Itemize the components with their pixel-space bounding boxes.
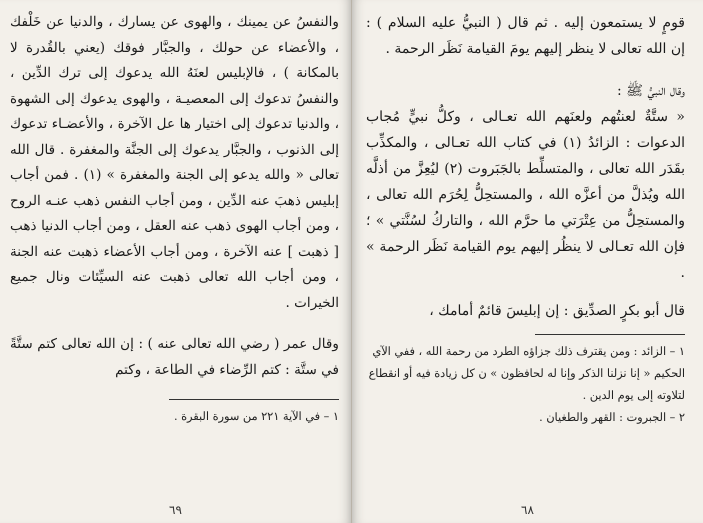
right-paragraph-2: وقال النبيُّ ﷺ :	[617, 83, 685, 99]
footnote-divider	[169, 399, 339, 400]
left-paragraph-2: وقال عمر ( رضي الله تعالى عنه ) : إن الله تعالى كتم ستَّةً في ستَّة : كتم الرِّضاء في الطاعة ، وكتم	[10, 336, 339, 378]
left-footnotes	[10, 406, 339, 428]
right-footnote-1: ١ – الزائد : ومن يقترف ذلك جزاؤه الطرد من رحمة الله ، ففي الآي الحكيم « إنا نزلنا الذكر وإنا له لحافظون » ن كل زيادة فيه أو انقطاع لتلاوته إلى يوم الدين .	[368, 345, 685, 402]
right-page-number: ٦٨	[521, 503, 534, 517]
paragraph-spacer	[366, 286, 685, 298]
left-page-body	[10, 10, 339, 383]
right-paragraph-4: قال أبو بكرٍ الصدِّيق : إن إبليسَ قائمٌ أمامك ،	[429, 303, 685, 319]
left-footnote-1: ١ – في الآية ٢٢١ من سورة البقرة .	[173, 410, 339, 423]
right-paragraph-3: « ستَّةٌ لعنتُهم ولعنَهم الله تعـالى ، وكلُّ نبيٍّ مُجاب الدعوات : الزائدُ (١) في كتاب الله تعـالى ، والمكذِّب بقَدَر الله تعالى ، والمتسلِّط بالجَبَروت (٢) ليُعِزَّ من أذلَّه الله ويُذلَّ من أعزَّه الله ، والمستحِلُّ لِحُرَم الله تعالى ، والمستحِلُّ من عِتْرَتي ما حرَّم الله ، والتاركُ لسُنَّتي » ؛ فإن الله تعـالى لا ينظُر إليهم يوم القيامة نَظَر الرحمة » .	[366, 109, 685, 281]
right-footnotes	[366, 341, 685, 429]
right-page	[352, 0, 703, 523]
right-footnote-2: ٢ – الجبروت : القهر والطغيان .	[539, 411, 685, 424]
left-page	[0, 0, 351, 523]
left-page-number: ٦٩	[169, 503, 182, 517]
right-page-body	[366, 10, 685, 324]
footnote-divider	[535, 334, 685, 335]
left-paragraph-1: والنفسُ عن يمينك ، والهوى عن يسارك ، والدنيا عن خَلْفك ، والأعضاء عن حولك ، والجبَّار فوقك (يعني بالقُدرة لا بالمكانة ) ، فالإبليس لعنَهُ الله يدعوك إلى ترك الدِّين ، والنفسُ تدعوك إلى المعصيـة ، والهوى يدعوك إلى الشهوة ، والدنيا تدعوك إلى اختيار ها عل الآخرة ، والأعضـاء تدعوك إلى الذنوب ، والجبَّار يدعوك إلى الجنَّة والمغفرة . قال الله تعالى « والله يدعو إلى الجنة والمغفرة » (١) . فمن أجاب إبليس ذهبَ عنه الدِّين ، ومن أجاب النفس ذهب عنـه الروح ، ومن أجاب الهوى ذهب عنه العقل ، ومن أجاب الدنيا ذهب [ ذهبت ] عنه الآخرة ، ومن أجاب الأعضاء ذهبت عنه الجنة ، ومن أجاب الله تعالى ذهبت عنه السيِّئات ونال جميع الخيرات .	[10, 14, 339, 311]
right-paragraph-1: قومٍ لا يستمعون إليه . ثم قال ( النبيُّ عليه السلام ) : إن الله تعالى لا ينظر إليهم يومَ القيامة نَظَر الرحمة .	[366, 15, 685, 57]
